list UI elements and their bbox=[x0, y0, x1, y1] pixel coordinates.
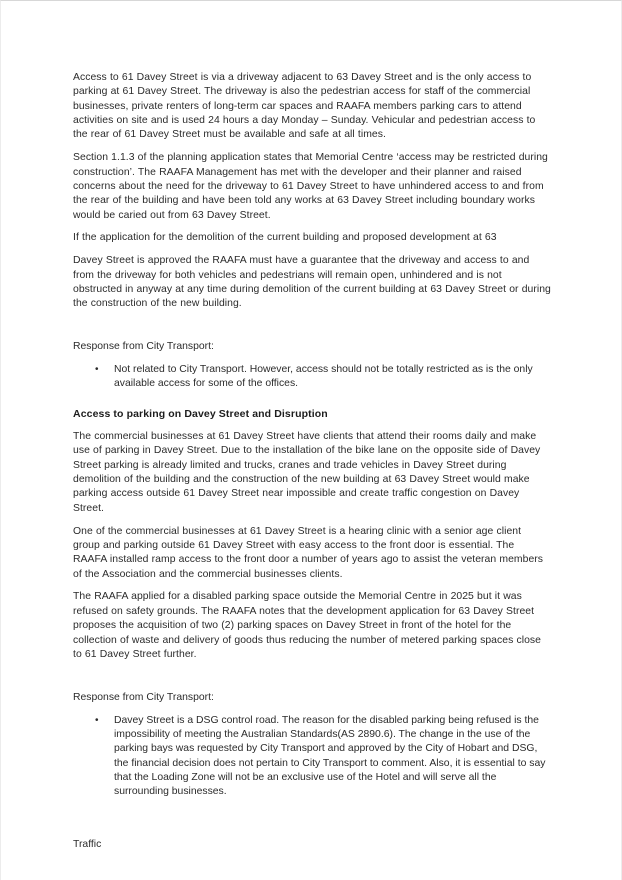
paragraph-section-1-1-3: Section 1.1.3 of the planning application states that Memorial Centre ‘access may be restricted during construction’. The RAAFA Management has met with the developer and their planner and raised concerns about the need for the driveway to 61 Davey Street to have unhindered access to and from the rear of the building and have been told any works at 63 Davey Street including boundary works would be caried out from 63 Davey Street. bbox=[73, 152, 548, 221]
list-item-text: Davey Street is a DSG control road. The reason for the disabled parking being refused is the impossibility of meeting the Australian Standards(AS 2890.6). The change in the use of the parking bays was requested by City Transport and approved by the City of Hobart and DSG, the financial decision does not pertain to City Transport to comment. Also, it is essential to say that the Loading Zone will not be an exclusive use of the Hotel and will serve all the surrounding businesses. bbox=[114, 714, 546, 798]
heading-access-to-parking: Access to parking on Davey Street and Disruption bbox=[73, 408, 328, 421]
section-spacer-2 bbox=[73, 400, 551, 407]
bullet-point-icon: • bbox=[95, 364, 99, 375]
bullet-point-icon: • bbox=[95, 714, 99, 726]
response-bullet-list-1 bbox=[73, 363, 551, 392]
response-from-city-transport-label-1: Response from City Transport: bbox=[73, 341, 214, 353]
paragraph-access-to-61-davey-street: Access to 61 Davey Street is via a driveway adjacent to 63 Davey Street and is the only access to parking at 61 Davey Street. The driveway is also the pedestrian access for staff of the commercial businesses, private renters of long-term car spaces and RAAFA members parking cars to attend activities on site and is used 24 hours a day Monday – Sunday. Vehicular and pedestrian access to the rear of 61 Davey Street must be available and safe at all times. bbox=[73, 72, 536, 141]
paragraph-hearing-clinic: One of the commercial businesses at 61 Davey Street is a hearing clinic with a senior age client group and parking outside 61 Davey Street with easy access to the front door is essential. The RAAFA installed ramp access to the front door a number of years ago to assist the veteran members of the Association and the commercial businesses clients. bbox=[73, 525, 544, 580]
response-from-city-transport-label-2: Response from City Transport: bbox=[73, 691, 214, 703]
document-body bbox=[73, 71, 551, 852]
list-item bbox=[73, 363, 551, 392]
paragraph-commercial-businesses: The commercial businesses at 61 Davey Street have clients that attend their rooms daily and make use of parking in Davey Street. Due to the installation of the bike lane on the opposite side of Davey Street parking is already limited and trucks, cranes and trade vehicles in Davey Street during demolition of the building and the construction of the new building at 63 Davey Street would make parking access outside 61 Davey Street near impossible and create traffic congestion on Davey Street. bbox=[73, 431, 541, 514]
section-spacer-1 bbox=[73, 320, 551, 340]
response-bullet-list-2 bbox=[73, 714, 551, 800]
heading-traffic: Traffic bbox=[73, 839, 102, 851]
list-item-text: Not related to City Transport. However, access should not be totally restricted as is the only available access for some of the offices. bbox=[114, 364, 533, 390]
paragraph-guarantee-driveway: Davey Street is approved the RAAFA must have a guarantee that the driveway and access to and from the driveway for both vehicles and pedestrians will remain open, unhindered and is not obstructed in anyway at any time during demolition of the current building at 63 Davey Street or during the construction of the new building. bbox=[73, 255, 551, 310]
section-spacer-4 bbox=[73, 808, 551, 838]
paragraph-application-demolition: If the application for the demolition of the current building and proposed development at 63 bbox=[73, 232, 497, 244]
paragraph-disabled-parking-space: The RAAFA applied for a disabled parking space outside the Memorial Centre in 2025 but it was refused on safety grounds. The RAAFA notes that the development application for 63 Davey Street proposes the acquisition of two (2) parking spaces on Davey Street in front of the hotel for the collection of waste and delivery of goods thus reducing the number of metered parking spaces close to 61 Davey Street further. bbox=[73, 591, 541, 660]
section-spacer-3 bbox=[73, 671, 551, 691]
list-item bbox=[73, 714, 551, 800]
